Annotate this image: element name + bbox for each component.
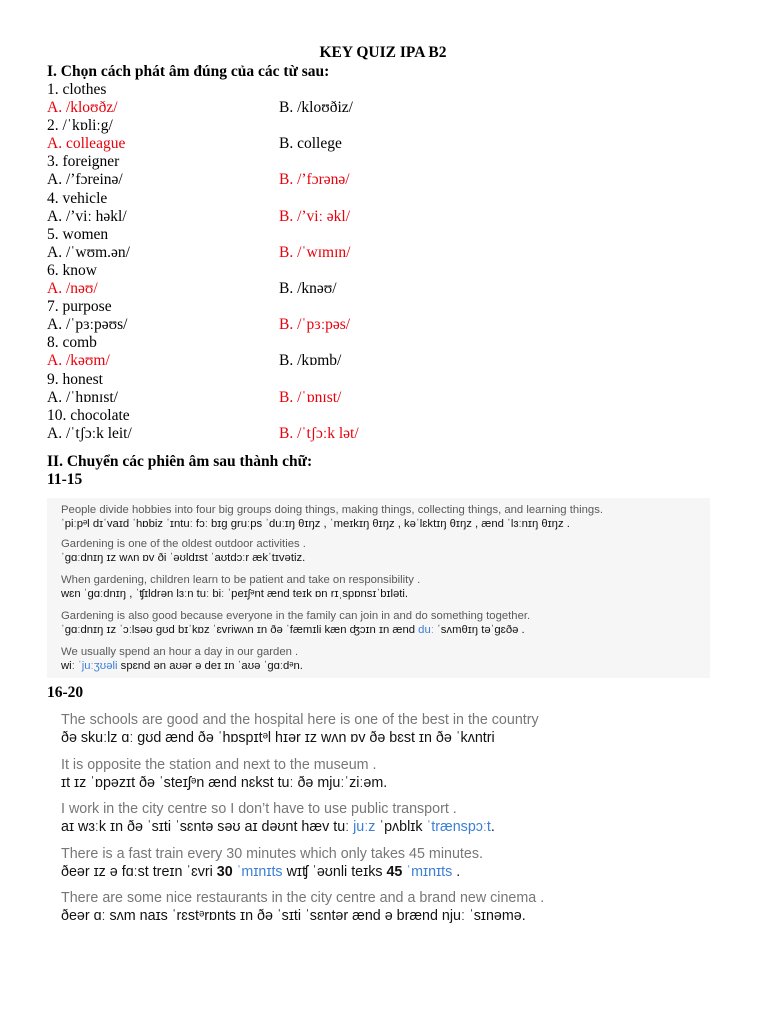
english-sentence: The schools are good and the hospital here is one of the best in the country bbox=[61, 712, 539, 728]
transcription-row bbox=[61, 845, 483, 881]
question-options bbox=[47, 135, 727, 153]
section2-heading: II. Chuyển các phiên âm sau thành chữ: bbox=[47, 452, 313, 470]
ipa-text: ˈɡɑːdnɪŋ ɪz ˈɔːlsəʊ ɡʊd bɪˈkɒz ˈɛvriwʌn ɪn ðə ˈfæmɪli kæn ʤɔɪn ɪn ænd bbox=[61, 624, 419, 636]
option-a: A. /kəʊm/ bbox=[47, 352, 110, 370]
option-a: A. /ˈwʊm.ən/ bbox=[47, 243, 130, 261]
ipa-number: 45 bbox=[386, 864, 403, 880]
option-b: B. /’fɔrənə/ bbox=[279, 171, 350, 189]
ipa-text: ðə skuːlz ɑː ɡʊd ænd ðə ˈhɒspɪtᵊl hɪər ɪz wʌn ɒv ðə bɛst ɪn ðə ˈkʌntri bbox=[61, 730, 495, 746]
option-a: A. /ˈtʃɔːk leit/ bbox=[47, 424, 132, 442]
ipa-text: ˈsʌmθɪŋ təˈɡɛðə . bbox=[433, 624, 525, 636]
question-options bbox=[47, 244, 727, 262]
english-sentence: There is a fast train every 30 minutes which only takes 45 minutes. bbox=[61, 846, 483, 862]
ipa-transcription bbox=[61, 587, 420, 601]
ipa-transcription bbox=[61, 729, 539, 747]
question-options bbox=[47, 316, 727, 334]
ipa-highlight: ˈmɪnɪts bbox=[402, 864, 453, 880]
question-options bbox=[47, 171, 727, 189]
ipa-transcription bbox=[61, 818, 495, 836]
question-options bbox=[47, 99, 727, 117]
question-options bbox=[47, 208, 727, 226]
transcription-row bbox=[61, 800, 495, 836]
answer-key-page bbox=[47, 42, 727, 489]
question-word: 8. comb bbox=[47, 334, 97, 352]
range-11-15: 11-15 bbox=[47, 470, 83, 488]
question-word: 5. women bbox=[47, 225, 109, 243]
ipa-transcription bbox=[61, 551, 306, 565]
option-a: A. /ˈhɒnɪst/ bbox=[47, 388, 118, 406]
ipa-text: ˈpiːpᵊl dɪˈvaɪd ˈhɒbiz ˈɪntuː fɔː bɪg ɡruːps ˈduːɪŋ θɪŋz , ˈmeɪkɪŋ θɪŋz , kəˈlɛktɪŋ θɪŋz , ænd ˈlɜːnɪŋ θɪŋz . bbox=[61, 518, 570, 530]
english-sentence: People divide hobbies into four big groups doing things, making things, collecting things, and learning things. bbox=[61, 504, 603, 516]
transcription-row bbox=[61, 711, 539, 747]
english-sentence: Gardening is also good because everyone in the family can join in and do something together. bbox=[61, 610, 531, 622]
transcription-panel-11-15 bbox=[47, 498, 710, 678]
question-options bbox=[47, 389, 727, 407]
transcription-panel-16-20 bbox=[47, 708, 727, 938]
option-b: B. /kɒmb/ bbox=[279, 352, 342, 370]
question-word: 1. clothes bbox=[47, 81, 107, 98]
ipa-highlight: ˈtrænspɔːt bbox=[426, 819, 491, 835]
option-b: B. /ˈwɪmɪn/ bbox=[279, 243, 351, 261]
question-word: 3. foreigner bbox=[47, 153, 120, 171]
option-b: B. college bbox=[279, 135, 342, 153]
english-sentence: It is opposite the station and next to the museum . bbox=[61, 757, 377, 773]
ipa-text: ðeər ɑː sʌm naɪs ˈrɛstᵊrɒnts ɪn ðə ˈsɪti ˈsɛntər ænd ə brænd njuː ˈsɪnəmə. bbox=[61, 908, 526, 924]
ipa-text: aɪ wɜːk ɪn ðə ˈsɪti ˈsɛntə səʊ aɪ dəʊnt hæv tuː bbox=[61, 819, 354, 835]
ipa-text: spɛnd ən aʊər ə deɪ ɪn ˈaʊə ˈɡɑːdᵊn. bbox=[117, 660, 303, 672]
english-sentence: Gardening is one of the oldest outdoor activities . bbox=[61, 538, 306, 550]
question-options bbox=[47, 352, 727, 370]
ipa-highlight: ˈjuːʒʊəli bbox=[77, 660, 118, 672]
question-options bbox=[47, 280, 727, 298]
option-b: B. /ˈtʃɔːk lət/ bbox=[279, 424, 359, 442]
english-sentence: When gardening, children learn to be patient and take on responsibility . bbox=[61, 574, 421, 586]
transcription-row bbox=[61, 645, 303, 673]
ipa-text: ɪt ɪz ˈɒpəzɪt ðə ˈsteɪʃᵊn ænd nɛkst tuː ðə mjuːˈziːəm. bbox=[61, 775, 388, 791]
ipa-text: . bbox=[452, 864, 461, 880]
transcription-row bbox=[61, 537, 306, 565]
transcription-row bbox=[61, 756, 387, 792]
section1-heading: I. Chọn cách phát âm đúng của các từ sau: bbox=[47, 63, 330, 80]
ipa-text: ðeər ɪz ə fɑːst treɪn ˈɛvri bbox=[61, 864, 217, 880]
english-sentence: We usually spend an hour a day in our garden . bbox=[61, 646, 299, 658]
ipa-text: . bbox=[490, 819, 495, 835]
english-sentence: I work in the city centre so I don’t have to use public transport . bbox=[61, 801, 457, 817]
option-a: A. colleague bbox=[47, 135, 126, 153]
option-b: B. /ˈpɜːpəs/ bbox=[279, 316, 351, 334]
transcription-row bbox=[61, 503, 603, 531]
ipa-text: wiː bbox=[61, 660, 78, 672]
english-sentence: There are some nice restaurants in the city centre and a brand new cinema . bbox=[61, 890, 545, 906]
ipa-text: wɪʧ ˈəʊnli teɪks bbox=[282, 864, 387, 880]
question-word: 7. purpose bbox=[47, 298, 112, 316]
transcription-row bbox=[61, 609, 530, 637]
question-word: 6. know bbox=[47, 261, 97, 279]
ipa-number: 30 bbox=[216, 864, 233, 880]
question-word: 9. honest bbox=[47, 370, 103, 388]
transcription-row bbox=[61, 573, 420, 601]
ipa-text: wɛn ˈɡɑːdnɪŋ , ˈʧɪldrən lɜːn tuː biː ˈpeɪʃᵊnt ænd teɪk ɒn rɪˌspɒnsɪˈbɪləti. bbox=[61, 588, 409, 600]
question-word: 4. vehicle bbox=[47, 189, 108, 207]
question-options bbox=[47, 425, 727, 443]
ipa-text: ˈpʌblɪk bbox=[375, 819, 427, 835]
range-16-20: 16-20 bbox=[47, 684, 84, 701]
question-word: 10. chocolate bbox=[47, 406, 130, 424]
option-b: B. /ˈɒnɪst/ bbox=[279, 388, 342, 406]
section1-items bbox=[47, 81, 727, 443]
ipa-transcription bbox=[61, 774, 387, 792]
option-a: A. /ˈpɜːpəʊs/ bbox=[47, 316, 128, 334]
question-word: 2. /ˈkɒliːg/ bbox=[47, 117, 113, 135]
ipa-transcription bbox=[61, 659, 303, 673]
ipa-transcription bbox=[61, 907, 544, 925]
ipa-transcription bbox=[61, 517, 603, 531]
ipa-transcription bbox=[61, 623, 530, 637]
option-a: A. /’fɔreinə/ bbox=[47, 171, 123, 189]
option-a: A. /kloʊðz/ bbox=[47, 99, 118, 117]
option-a: A. /nəʊ/ bbox=[47, 280, 98, 298]
option-b: B. /’viː əkl/ bbox=[279, 207, 351, 225]
ipa-highlight: juːz bbox=[353, 819, 376, 835]
ipa-highlight: ˈmɪnɪts bbox=[232, 864, 283, 880]
page-title: KEY QUIZ IPA B2 bbox=[319, 44, 447, 61]
option-b: B. /kloʊðiz/ bbox=[279, 99, 353, 117]
transcription-row bbox=[61, 889, 544, 925]
ipa-transcription bbox=[61, 863, 483, 881]
ipa-highlight: duː bbox=[418, 624, 434, 636]
option-b: B. /knəʊ/ bbox=[279, 280, 337, 298]
ipa-text: ˈɡɑːdnɪŋ ɪz wʌn ɒv ði ˈəʊldɪst ˈaʊtdɔːr ækˈtɪvətiz. bbox=[61, 552, 306, 564]
option-a: A. /’viː həkl/ bbox=[47, 207, 127, 225]
